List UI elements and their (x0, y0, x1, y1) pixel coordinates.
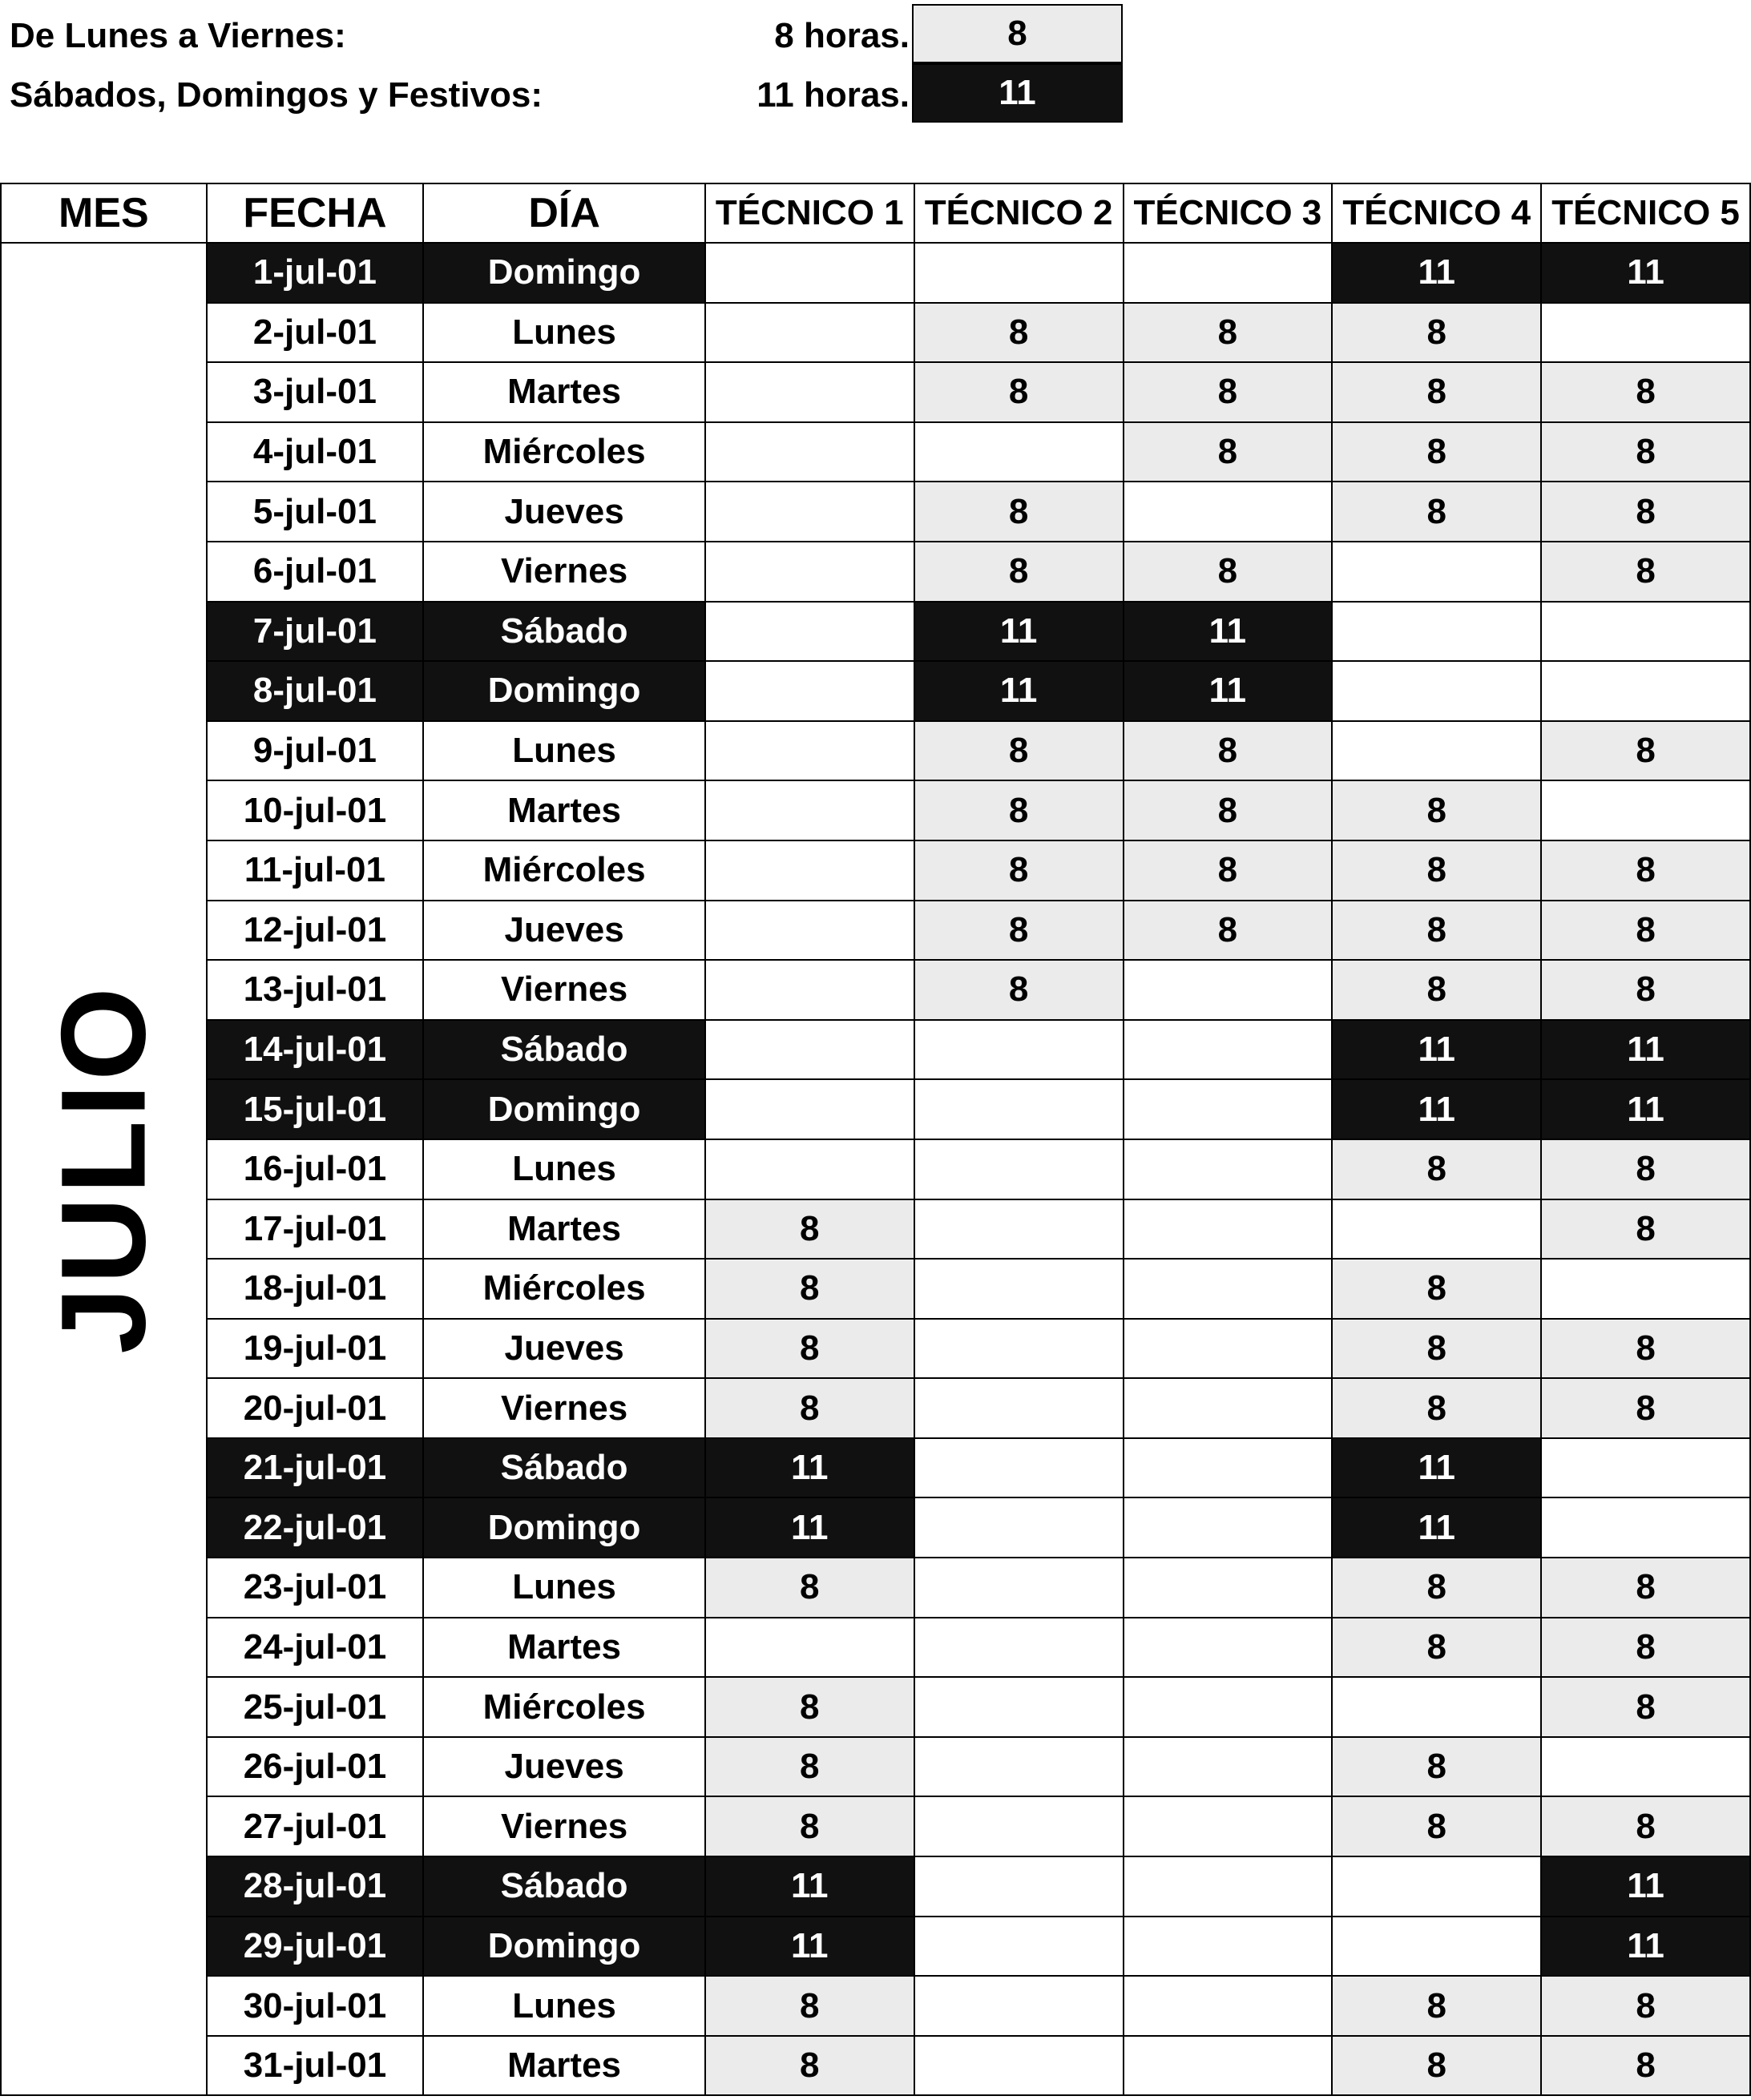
hours-cell-tecnico-2 (914, 1677, 1124, 1737)
table-row (1, 1558, 1750, 1618)
hours-cell-tecnico-3 (1124, 1558, 1333, 1618)
day-cell: Lunes (423, 1139, 705, 1199)
date-cell: 6-jul-01 (207, 542, 424, 602)
table-row (1, 1259, 1750, 1319)
day-cell: Jueves (423, 1319, 705, 1379)
table-row (1, 1856, 1750, 1917)
hours-cell-tecnico-5 (1541, 303, 1750, 363)
table-row (1, 602, 1750, 662)
date-cell: 13-jul-01 (207, 960, 424, 1020)
hours-cell-tecnico-2 (914, 1976, 1124, 2036)
hours-cell-tecnico-5: 8 (1541, 901, 1750, 961)
hours-cell-tecnico-2 (914, 1378, 1124, 1438)
hours-cell-tecnico-2 (914, 1856, 1124, 1917)
hours-cell-tecnico-1 (705, 1618, 914, 1678)
date-cell: 9-jul-01 (207, 721, 424, 781)
hours-cell-tecnico-2: 8 (914, 482, 1124, 542)
table-row (1, 960, 1750, 1020)
day-cell: Lunes (423, 1976, 705, 2036)
day-cell: Martes (423, 1199, 705, 1260)
hours-cell-tecnico-4: 8 (1332, 1378, 1541, 1438)
hours-cell-tecnico-4: 11 (1332, 243, 1541, 303)
header-tecnico-2: TÉCNICO 2 (914, 183, 1124, 243)
day-cell: Lunes (423, 1558, 705, 1618)
day-cell: Sábado (423, 1856, 705, 1917)
table-row (1, 422, 1750, 482)
table-row (1, 1020, 1750, 1080)
hours-cell-tecnico-1 (705, 362, 914, 422)
header-mes: MES (1, 183, 207, 243)
hours-cell-tecnico-2: 8 (914, 901, 1124, 961)
date-cell: 15-jul-01 (207, 1079, 424, 1139)
header-dia: DÍA (423, 183, 705, 243)
hours-cell-tecnico-2 (914, 2036, 1124, 2096)
hours-cell-tecnico-4: 8 (1332, 1319, 1541, 1379)
hours-cell-tecnico-4: 11 (1332, 1020, 1541, 1080)
hours-cell-tecnico-3 (1124, 1917, 1333, 1977)
hours-cell-tecnico-4: 8 (1332, 303, 1541, 363)
hours-cell-tecnico-2 (914, 1917, 1124, 1977)
hours-cell-tecnico-1 (705, 422, 914, 482)
hours-cell-tecnico-4: 8 (1332, 780, 1541, 840)
hours-cell-tecnico-1 (705, 780, 914, 840)
hours-cell-tecnico-3 (1124, 1497, 1333, 1558)
table-row (1, 661, 1750, 721)
hours-cell-tecnico-3 (1124, 1438, 1333, 1498)
table-row (1, 1796, 1750, 1856)
hours-cell-tecnico-1 (705, 1139, 914, 1199)
hours-cell-tecnico-2: 8 (914, 303, 1124, 363)
date-cell: 2-jul-01 (207, 303, 424, 363)
header-tecnico-3: TÉCNICO 3 (1124, 183, 1333, 243)
date-cell: 21-jul-01 (207, 1438, 424, 1498)
hours-cell-tecnico-1: 8 (705, 1796, 914, 1856)
day-cell: Domingo (423, 1917, 705, 1977)
table-row (1, 542, 1750, 602)
hours-cell-tecnico-5: 8 (1541, 1618, 1750, 1678)
hours-cell-tecnico-1: 8 (705, 1737, 914, 1797)
hours-cell-tecnico-5: 8 (1541, 1796, 1750, 1856)
hours-cell-tecnico-5: 8 (1541, 422, 1750, 482)
table-row (1, 1378, 1750, 1438)
hours-cell-tecnico-5: 11 (1541, 1079, 1750, 1139)
hours-cell-tecnico-1: 8 (705, 1259, 914, 1319)
date-cell: 3-jul-01 (207, 362, 424, 422)
hours-cell-tecnico-3 (1124, 1020, 1333, 1080)
hours-cell-tecnico-2 (914, 1139, 1124, 1199)
header-tecnico-1: TÉCNICO 1 (705, 183, 914, 243)
hours-cell-tecnico-4 (1332, 602, 1541, 662)
hours-cell-tecnico-2 (914, 1020, 1124, 1080)
date-cell: 26-jul-01 (207, 1737, 424, 1797)
day-cell: Miércoles (423, 1259, 705, 1319)
hours-cell-tecnico-4 (1332, 1199, 1541, 1260)
hours-cell-tecnico-1 (705, 542, 914, 602)
hours-cell-tecnico-4: 8 (1332, 422, 1541, 482)
hours-cell-tecnico-1 (705, 960, 914, 1020)
hours-cell-tecnico-3 (1124, 1856, 1333, 1917)
table-row (1, 1618, 1750, 1678)
hours-cell-tecnico-3: 11 (1124, 661, 1333, 721)
hours-cell-tecnico-4: 8 (1332, 1618, 1541, 1678)
hours-cell-tecnico-5: 11 (1541, 1020, 1750, 1080)
hours-cell-tecnico-2: 8 (914, 840, 1124, 901)
hours-cell-tecnico-1 (705, 840, 914, 901)
hours-cell-tecnico-1 (705, 482, 914, 542)
table-row (1, 482, 1750, 542)
date-cell: 29-jul-01 (207, 1917, 424, 1977)
date-cell: 20-jul-01 (207, 1378, 424, 1438)
hours-cell-tecnico-1: 8 (705, 1319, 914, 1379)
hours-cell-tecnico-5: 11 (1541, 1917, 1750, 1977)
table-row (1, 1139, 1750, 1199)
hours-cell-tecnico-1: 8 (705, 1378, 914, 1438)
hours-cell-tecnico-1: 8 (705, 2036, 914, 2096)
hours-cell-tecnico-5: 11 (1541, 1856, 1750, 1917)
date-cell: 25-jul-01 (207, 1677, 424, 1737)
hours-cell-tecnico-4: 8 (1332, 1139, 1541, 1199)
table-row (1, 1497, 1750, 1558)
table-row (1, 1319, 1750, 1379)
date-cell: 16-jul-01 (207, 1139, 424, 1199)
date-cell: 17-jul-01 (207, 1199, 424, 1260)
hours-cell-tecnico-5 (1541, 1438, 1750, 1498)
day-cell: Jueves (423, 482, 705, 542)
hours-cell-tecnico-4: 11 (1332, 1497, 1541, 1558)
hours-cell-tecnico-2 (914, 1796, 1124, 1856)
day-cell: Miércoles (423, 1677, 705, 1737)
hours-cell-tecnico-3 (1124, 243, 1333, 303)
hours-cell-tecnico-3: 8 (1124, 780, 1333, 840)
date-cell: 8-jul-01 (207, 661, 424, 721)
table-row (1, 721, 1750, 781)
hours-cell-tecnico-4: 8 (1332, 362, 1541, 422)
hours-cell-tecnico-2: 8 (914, 542, 1124, 602)
hours-cell-tecnico-2 (914, 1259, 1124, 1319)
hours-cell-tecnico-5: 8 (1541, 482, 1750, 542)
hours-cell-tecnico-5: 8 (1541, 1199, 1750, 1260)
hours-cell-tecnico-1 (705, 243, 914, 303)
day-cell: Sábado (423, 1438, 705, 1498)
day-cell: Martes (423, 780, 705, 840)
hours-cell-tecnico-1: 8 (705, 1199, 914, 1260)
date-cell: 7-jul-01 (207, 602, 424, 662)
month-cell (1, 243, 207, 2095)
day-cell: Domingo (423, 661, 705, 721)
hours-cell-tecnico-3 (1124, 1796, 1333, 1856)
hours-cell-tecnico-4 (1332, 1677, 1541, 1737)
hours-cell-tecnico-4: 11 (1332, 1438, 1541, 1498)
hours-cell-tecnico-5: 8 (1541, 542, 1750, 602)
table-row (1, 901, 1750, 961)
hours-cell-tecnico-5 (1541, 661, 1750, 721)
table-row (1, 1677, 1750, 1737)
hours-cell-tecnico-3 (1124, 482, 1333, 542)
hours-cell-tecnico-2 (914, 1438, 1124, 1498)
table-row (1, 362, 1750, 422)
hours-cell-tecnico-3 (1124, 1319, 1333, 1379)
hours-cell-tecnico-1: 11 (705, 1497, 914, 1558)
day-cell: Viernes (423, 960, 705, 1020)
hours-cell-tecnico-2: 11 (914, 661, 1124, 721)
table-row (1, 2036, 1750, 2096)
hours-cell-tecnico-4: 8 (1332, 482, 1541, 542)
hours-cell-tecnico-5: 8 (1541, 2036, 1750, 2096)
table-row (1, 1438, 1750, 1498)
day-cell: Martes (423, 2036, 705, 2096)
date-cell: 19-jul-01 (207, 1319, 424, 1379)
hours-cell-tecnico-1: 8 (705, 1677, 914, 1737)
date-cell: 14-jul-01 (207, 1020, 424, 1080)
hours-cell-tecnico-1 (705, 721, 914, 781)
hours-cell-tecnico-2: 11 (914, 602, 1124, 662)
hours-cell-tecnico-4 (1332, 542, 1541, 602)
table-row (1, 303, 1750, 363)
hours-cell-tecnico-4: 8 (1332, 901, 1541, 961)
hours-cell-tecnico-2 (914, 1319, 1124, 1379)
hours-cell-tecnico-3 (1124, 2036, 1333, 2096)
date-cell: 27-jul-01 (207, 1796, 424, 1856)
hours-cell-tecnico-3 (1124, 1976, 1333, 2036)
day-cell: Lunes (423, 721, 705, 781)
hours-cell-tecnico-1 (705, 303, 914, 363)
hours-cell-tecnico-1: 11 (705, 1917, 914, 1977)
hours-cell-tecnico-4: 8 (1332, 960, 1541, 1020)
hours-cell-tecnico-2 (914, 422, 1124, 482)
hours-cell-tecnico-4: 8 (1332, 840, 1541, 901)
header-tecnico-5: TÉCNICO 5 (1541, 183, 1750, 243)
header-row (1, 183, 1750, 243)
date-cell: 30-jul-01 (207, 1976, 424, 2036)
date-cell: 24-jul-01 (207, 1618, 424, 1678)
legend-weekend-row (0, 66, 910, 125)
hours-cell-tecnico-3 (1124, 1378, 1333, 1438)
table-row (1, 1079, 1750, 1139)
date-cell: 12-jul-01 (207, 901, 424, 961)
day-cell: Jueves (423, 1737, 705, 1797)
hours-cell-tecnico-2: 8 (914, 362, 1124, 422)
hours-cell-tecnico-5: 11 (1541, 243, 1750, 303)
table-row (1, 840, 1750, 901)
day-cell: Domingo (423, 1079, 705, 1139)
date-cell: 4-jul-01 (207, 422, 424, 482)
hours-cell-tecnico-5 (1541, 1737, 1750, 1797)
hours-cell-tecnico-1 (705, 602, 914, 662)
hours-cell-tecnico-5 (1541, 602, 1750, 662)
date-cell: 28-jul-01 (207, 1856, 424, 1917)
hours-cell-tecnico-3: 8 (1124, 721, 1333, 781)
day-cell: Sábado (423, 1020, 705, 1080)
hours-cell-tecnico-5 (1541, 1497, 1750, 1558)
hours-cell-tecnico-5: 8 (1541, 1558, 1750, 1618)
hours-cell-tecnico-4 (1332, 661, 1541, 721)
hours-cell-tecnico-3: 8 (1124, 362, 1333, 422)
schedule-body (1, 243, 1750, 2095)
hours-cell-tecnico-5: 8 (1541, 721, 1750, 781)
hours-cell-tecnico-4 (1332, 1856, 1541, 1917)
hours-cell-tecnico-3 (1124, 1737, 1333, 1797)
table-row (1, 1199, 1750, 1260)
month-label: JULIO (35, 984, 171, 1355)
hours-cell-tecnico-4 (1332, 721, 1541, 781)
legend-weekend-label: Sábados, Domingos y Festivos: (10, 75, 543, 115)
hours-cell-tecnico-3 (1124, 1139, 1333, 1199)
header-tecnico-4: TÉCNICO 4 (1332, 183, 1541, 243)
hours-cell-tecnico-5: 8 (1541, 362, 1750, 422)
hours-cell-tecnico-2 (914, 1737, 1124, 1797)
hours-cell-tecnico-4: 8 (1332, 1976, 1541, 2036)
hours-cell-tecnico-4: 8 (1332, 1737, 1541, 1797)
hours-cell-tecnico-5: 8 (1541, 1319, 1750, 1379)
date-cell: 22-jul-01 (207, 1497, 424, 1558)
table-row (1, 243, 1750, 303)
hours-cell-tecnico-2 (914, 1497, 1124, 1558)
hours-cell-tecnico-5: 8 (1541, 1976, 1750, 2036)
hours-cell-tecnico-3: 8 (1124, 840, 1333, 901)
hours-cell-tecnico-1: 8 (705, 1976, 914, 2036)
hours-cell-tecnico-3: 8 (1124, 542, 1333, 602)
date-cell: 18-jul-01 (207, 1259, 424, 1319)
day-cell: Lunes (423, 303, 705, 363)
hours-cell-tecnico-2 (914, 1199, 1124, 1260)
hours-cell-tecnico-5: 8 (1541, 1677, 1750, 1737)
day-cell: Domingo (423, 1497, 705, 1558)
hours-cell-tecnico-3: 8 (1124, 422, 1333, 482)
day-cell: Miércoles (423, 422, 705, 482)
hours-cell-tecnico-3 (1124, 1618, 1333, 1678)
hours-cell-tecnico-2: 8 (914, 960, 1124, 1020)
hours-cell-tecnico-2 (914, 1558, 1124, 1618)
hours-cell-tecnico-1: 11 (705, 1856, 914, 1917)
hours-cell-tecnico-1 (705, 661, 914, 721)
legend-weekday-swatch: 8 (912, 4, 1123, 63)
hours-cell-tecnico-3 (1124, 1199, 1333, 1260)
schedule-table (0, 183, 1751, 2096)
hours-cell-tecnico-5: 8 (1541, 960, 1750, 1020)
hours-cell-tecnico-1: 8 (705, 1558, 914, 1618)
day-cell: Domingo (423, 243, 705, 303)
day-cell: Viernes (423, 542, 705, 602)
hours-cell-tecnico-5 (1541, 780, 1750, 840)
table-row (1, 1917, 1750, 1977)
header-fecha: FECHA (207, 183, 424, 243)
hours-cell-tecnico-3 (1124, 1677, 1333, 1737)
hours-cell-tecnico-2: 8 (914, 721, 1124, 781)
day-cell: Jueves (423, 901, 705, 961)
hours-cell-tecnico-1 (705, 1020, 914, 1080)
hours-cell-tecnico-5: 8 (1541, 840, 1750, 901)
hours-cell-tecnico-2 (914, 1618, 1124, 1678)
hours-cell-tecnico-4: 8 (1332, 2036, 1541, 2096)
day-cell: Martes (423, 1618, 705, 1678)
hours-cell-tecnico-5: 8 (1541, 1139, 1750, 1199)
table-row (1, 1737, 1750, 1797)
hours-cell-tecnico-3 (1124, 1079, 1333, 1139)
hours-cell-tecnico-4 (1332, 1917, 1541, 1977)
hours-cell-tecnico-2: 8 (914, 780, 1124, 840)
hours-cell-tecnico-3: 11 (1124, 602, 1333, 662)
hours-cell-tecnico-4: 8 (1332, 1796, 1541, 1856)
hours-cell-tecnico-3 (1124, 1259, 1333, 1319)
legend-weekday-label: De Lunes a Viernes: (10, 16, 346, 55)
day-cell: Miércoles (423, 840, 705, 901)
day-cell: Sábado (423, 602, 705, 662)
date-cell: 23-jul-01 (207, 1558, 424, 1618)
hours-cell-tecnico-3 (1124, 960, 1333, 1020)
hours-cell-tecnico-1: 11 (705, 1438, 914, 1498)
day-cell: Martes (423, 362, 705, 422)
hours-cell-tecnico-2 (914, 1079, 1124, 1139)
legend-weekend-swatch: 11 (912, 63, 1123, 123)
hours-cell-tecnico-1 (705, 1079, 914, 1139)
day-cell: Viernes (423, 1378, 705, 1438)
date-cell: 11-jul-01 (207, 840, 424, 901)
hours-cell-tecnico-4: 11 (1332, 1079, 1541, 1139)
table-row (1, 1976, 1750, 2036)
hours-cell-tecnico-4: 8 (1332, 1558, 1541, 1618)
hours-cell-tecnico-3: 8 (1124, 901, 1333, 961)
day-cell: Viernes (423, 1796, 705, 1856)
hours-cell-tecnico-5: 8 (1541, 1378, 1750, 1438)
table-row (1, 780, 1750, 840)
hours-cell-tecnico-2 (914, 243, 1124, 303)
date-cell: 10-jul-01 (207, 780, 424, 840)
hours-cell-tecnico-5 (1541, 1259, 1750, 1319)
hours-cell-tecnico-3: 8 (1124, 303, 1333, 363)
hours-cell-tecnico-4: 8 (1332, 1259, 1541, 1319)
legend-weekend-hours: 11 horas. (756, 75, 910, 115)
hours-cell-tecnico-1 (705, 901, 914, 961)
legend-weekday-hours: 8 horas. (774, 16, 910, 55)
date-cell: 1-jul-01 (207, 243, 424, 303)
date-cell: 31-jul-01 (207, 2036, 424, 2096)
legend-weekday-row (0, 6, 910, 66)
date-cell: 5-jul-01 (207, 482, 424, 542)
